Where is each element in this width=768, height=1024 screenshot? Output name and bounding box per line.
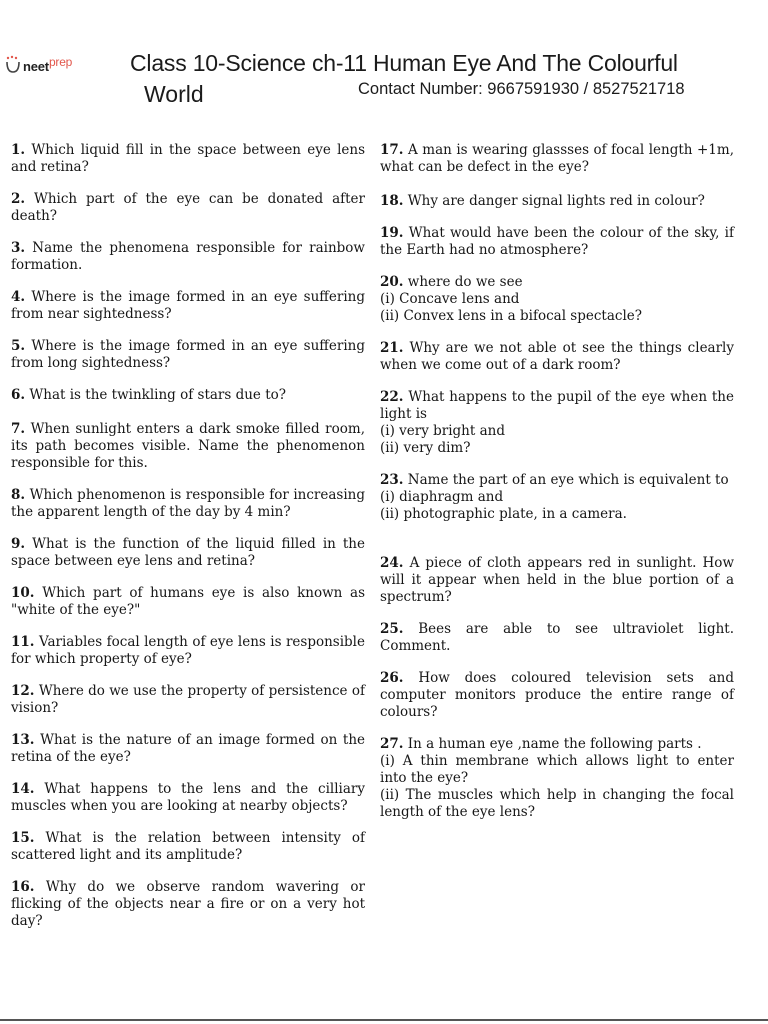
question-10: 10. Which part of humans eye is also known as "white of the eye?" (11, 585, 365, 618)
question-6: 6. What is the twinkling of stars due to? (11, 387, 286, 403)
question-18: 18. Why are danger signal lights red in colour? (380, 193, 705, 209)
question-7: 7. When sunlight enters a dark smoke filled room, its path becomes visible. Name the phenomenon responsible for this. (11, 421, 365, 471)
question-12: 12. Where do we use the property of persistence of vision? (11, 683, 365, 716)
question-4: 4. Where is the image formed in an eye suffering from near sightedness? (11, 289, 365, 322)
question-19: 19. What would have been the colour of the sky, if the Earth had no atmosphere? (380, 225, 734, 258)
logo-prep-text: prep (48, 54, 73, 69)
question-24: 24. A piece of cloth appears red in sunlight. How will it appear when held in the blue portion of a spectrum? (380, 555, 734, 605)
page-title-line1: Class 10-Science ch-11 Human Eye And The Colourful (130, 50, 678, 76)
question-13: 13. What is the nature of an image formed on the retina of the eye? (11, 732, 365, 765)
left-column (11, 142, 365, 930)
question-16: 16. Why do we observe random wavering or flicking of the objects near a fire or on a very hot day? (11, 879, 365, 929)
contact-number: Contact Number: 9667591930 / 8527521718 (358, 80, 685, 98)
question-22: 22. What happens to the pupil of the eye when the light is (i) very bright and (ii) very dim? (380, 389, 734, 456)
right-column (380, 142, 734, 821)
question-14: 14. What happens to the lens and the cilliary muscles when you are looking at nearby objects? (11, 781, 365, 814)
question-27: 27. In a human eye ,name the following parts . (i) A thin membrane which allows light to enter into the eye? (ii) The muscles which help in changing the focal length of the eye lens? (380, 736, 734, 820)
question-2: 2. Which part of the eye can be donated after death? (11, 191, 365, 224)
question-3: 3. Name the phenomena responsible for rainbow formation. (11, 240, 365, 273)
question-5: 5. Where is the image formed in an eye suffering from long sightedness? (11, 338, 365, 371)
neetprep-logo-icon (3, 54, 23, 78)
bottom-divider (0, 1019, 768, 1021)
page-title-line2: World (144, 81, 204, 107)
question-11: 11. Variables focal length of eye lens is responsible for which property of eye? (11, 634, 365, 667)
question-15: 15. What is the relation between intensity of scattered light and its amplitude? (11, 830, 365, 863)
question-8: 8. Which phenomenon is responsible for increasing the apparent length of the day by 4 min? (11, 487, 365, 520)
question-25: 25. Bees are able to see ultraviolet light. Comment. (380, 621, 734, 654)
page-header (0, 0, 768, 118)
logo-neet-text: neet (23, 58, 49, 74)
question-26: 26. How does coloured television sets and computer monitors produce the entire range of colours? (380, 670, 734, 720)
question-1: 1. Which liquid fill in the space between eye lens and retina? (11, 142, 365, 175)
neetprep-logo (3, 52, 72, 80)
question-9: 9. What is the function of the liquid filled in the space between eye lens and retina? (11, 536, 365, 569)
question-23: 23. Name the part of an eye which is equivalent to (i) diaphragm and (ii) photographic plate, in a camera. (380, 472, 729, 522)
question-17: 17. A man is wearing glassses of focal length +1m, what can be defect in the eye? (380, 142, 734, 175)
question-21: 21. Why are we not able ot see the things clearly when we come out of a dark room? (380, 340, 734, 373)
question-20: 20. where do we see (i) Concave lens and (ii) Convex lens in a bifocal spectacle? (380, 274, 642, 324)
